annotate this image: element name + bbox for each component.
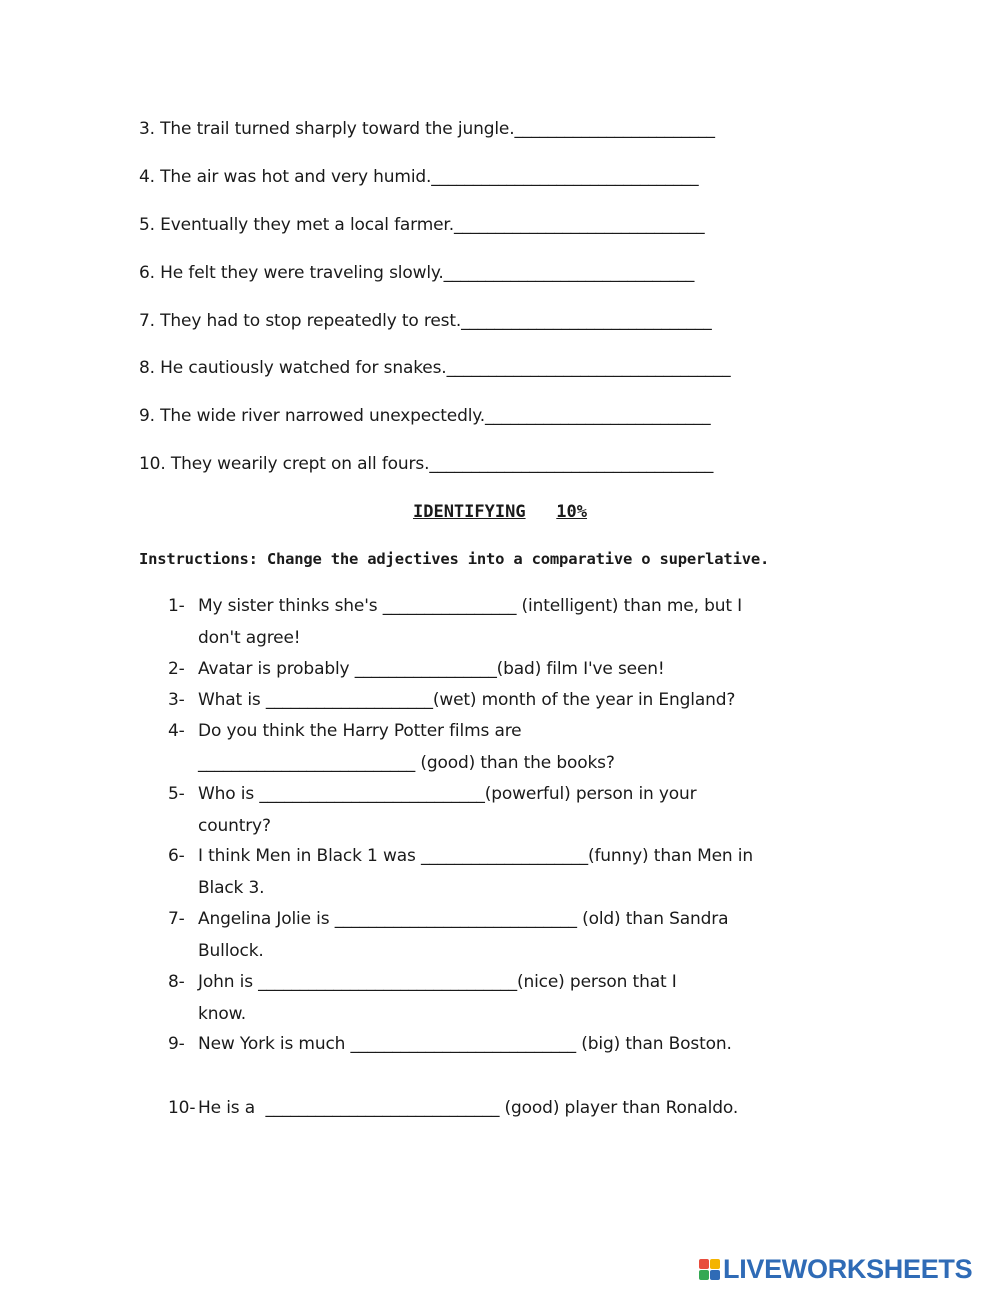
- liveworksheets-logo[interactable]: [699, 1253, 972, 1285]
- item-line: Bullock.: [198, 940, 264, 961]
- item-line: New York is much ___________________________ (big) than Boston.: [198, 1034, 732, 1054]
- item-line: country?: [198, 815, 271, 836]
- exercise-a-item-9: 9. The wide river narrowed unexpectedly.___________________________: [139, 406, 711, 426]
- item-line: Black 3.: [198, 877, 265, 898]
- item-line: Who is ___________________________(powerful) person in your: [198, 784, 697, 804]
- section-title: IDENTIFYING: [412, 502, 526, 522]
- item-line: don't agree!: [198, 627, 301, 648]
- item-number: 2-: [168, 659, 185, 679]
- exercise-a-item-6: 6. He felt they were traveling slowly.______________________________: [139, 263, 695, 283]
- item-number: 1-: [168, 596, 185, 616]
- logo-square-green: [699, 1270, 709, 1280]
- exercise-a-item-10: 10. They wearily crept on all fours.__________________________________: [139, 454, 714, 474]
- exercise-a-item-8: 8. He cautiously watched for snakes.__________________________________: [139, 358, 731, 378]
- item-line: He is a ____________________________ (good) player than Ronaldo.: [198, 1098, 739, 1118]
- section-heading: [0, 502, 1000, 522]
- item-line: Avatar is probably _________________(bad) film I've seen!: [198, 659, 665, 679]
- item-number: 4-: [168, 721, 185, 741]
- item-number: 3-: [168, 690, 185, 710]
- item-line: My sister thinks she's ________________ (intelligent) than me, but I: [198, 596, 743, 616]
- item-line: What is ____________________(wet) month of the year in England?: [198, 690, 736, 710]
- exercise-a-item-7: 7. They had to stop repeatedly to rest.______________________________: [139, 311, 712, 331]
- exercise-a-item-5: 5. Eventually they met a local farmer.______________________________: [139, 215, 705, 235]
- item-line: __________________________ (good) than the books?: [198, 752, 615, 773]
- item-line: I think Men in Black 1 was ____________________(funny) than Men in: [198, 846, 753, 866]
- item-number: 9-: [168, 1034, 185, 1054]
- item-number: 6-: [168, 846, 185, 866]
- section-percent: 10%: [556, 502, 588, 522]
- item-line: John is _______________________________(nice) person that I: [198, 972, 677, 992]
- logo-square-yellow: [710, 1259, 720, 1269]
- item-number: 5-: [168, 784, 185, 804]
- item-number: 8-: [168, 972, 185, 992]
- item-number: 10-: [168, 1098, 196, 1118]
- item-line: Angelina Jolie is _____________________________ (old) than Sandra: [198, 909, 729, 929]
- item-line: Do you think the Harry Potter films are: [198, 721, 522, 741]
- logo-square-blue: [710, 1270, 720, 1280]
- exercise-a-item-3: 3. The trail turned sharply toward the jungle.________________________: [139, 119, 715, 139]
- item-number: 7-: [168, 909, 185, 929]
- liveworksheets-icon: [699, 1259, 720, 1280]
- exercise-a-item-4: 4. The air was hot and very humid.________________________________: [139, 167, 699, 187]
- item-line: know.: [198, 1003, 247, 1024]
- instructions: Instructions: Change the adjectives into a comparative o superlative.: [139, 550, 770, 568]
- logo-square-red: [699, 1259, 709, 1269]
- logo-text: LIVEWORKSHEETS: [723, 1253, 973, 1284]
